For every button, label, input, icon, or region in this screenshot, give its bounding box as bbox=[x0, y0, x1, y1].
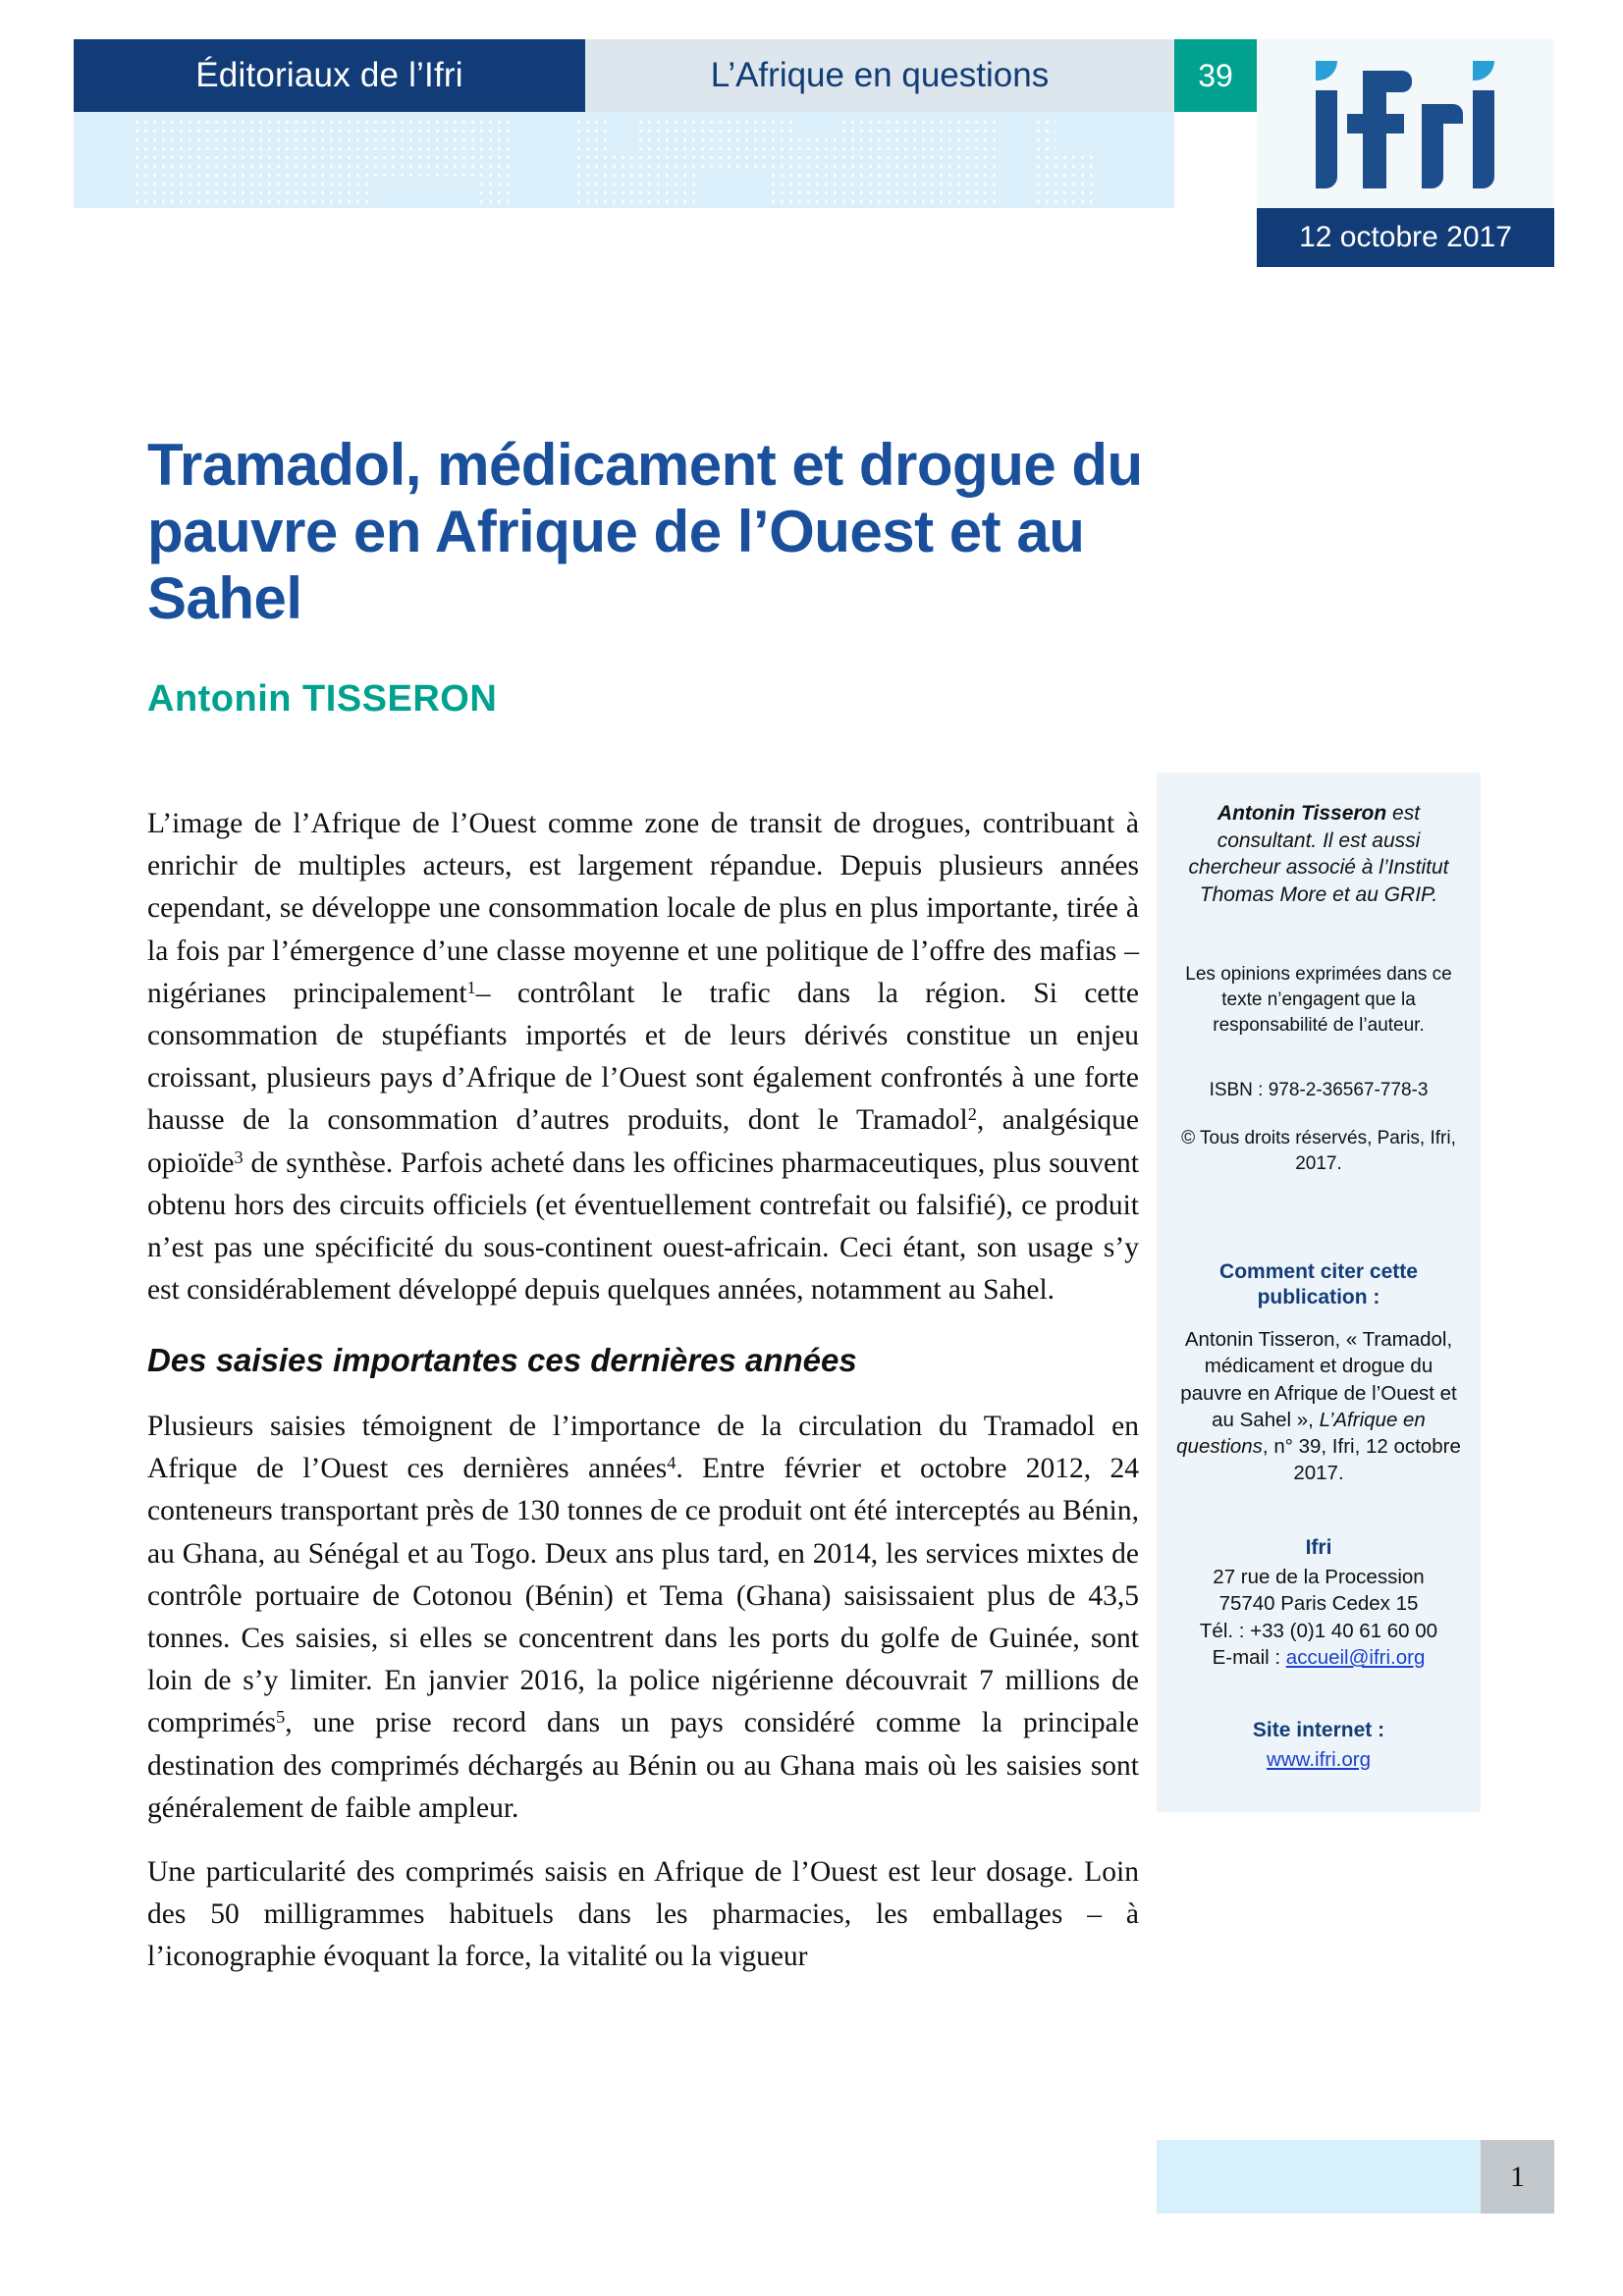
author-bio-rest: est consultant. Il est aussi chercheur associé à l’Institut Thomas More et au GRIP. bbox=[1188, 802, 1449, 907]
ifri-logo bbox=[1316, 61, 1502, 188]
disclaimer-text: Les opinions exprimées dans ce texte n’engagent que la responsabilité de l’auteur. bbox=[1185, 963, 1452, 1036]
footnote-ref-4: 4 bbox=[667, 1453, 676, 1473]
map-blob bbox=[795, 112, 840, 133]
publication-date: 12 octobre 2017 bbox=[1257, 208, 1554, 267]
citation-seg: Antonin Tisseron, « Tramadol, médicament et drogue du pauvre en Afrique de l’Ouest et au Sahel », bbox=[1180, 1328, 1457, 1431]
para-seg: , analgésique opioïde bbox=[147, 1104, 1140, 1179]
email-link[interactable]: accueil@ifri.org bbox=[1285, 1646, 1426, 1670]
map-blob bbox=[609, 112, 638, 151]
paragraph-seizures bbox=[147, 1406, 1139, 1830]
paragraph-dosage: Une particularité des comprimés saisis en Afrique de l’Ouest est leur dosage. Loin des 50 milligrammes habituels dans les pharmacies, les emballages – à l’iconographie évoquant la force, la vitalité ou la vigueur bbox=[147, 1856, 1139, 1973]
citation-series: L’Afrique en questions bbox=[1176, 1408, 1426, 1459]
organization-name: Ifri bbox=[1305, 1535, 1332, 1559]
website-heading: Site internet : bbox=[1252, 1718, 1385, 1741]
copyright-text: © Tous droits réservés, Paris, Ifri, 2017. bbox=[1181, 1128, 1456, 1175]
author-name: Antonin TISSERON bbox=[147, 678, 498, 721]
para-seg: . Entre février et octobre 2012, 24 conteneurs transportant près de 130 tonnes de ce produit ont été interceptés au Bénin, au Ghana, au Sénégal et au Togo. Deux ans plus tard, en 2014, les services mixtes de contrôle portuaire de Cotonou (Bénin) et Tema (Ghana) saisissaient plus de 43,5 tonnes. Ces saisies, si elles se concentrent dans les ports du golfe de Guinée, sont loin de s’y limiter. En janvier 2016, la police nigérienne découvrait 7 millions de comprimés bbox=[147, 1453, 1140, 1739]
address-phone: Tél. : +33 (0)1 40 61 60 00 bbox=[1199, 1619, 1438, 1642]
footnote-ref-5: 5 bbox=[276, 1707, 286, 1728]
author-bio bbox=[1176, 800, 1461, 909]
map-blob bbox=[515, 112, 574, 208]
page-title: Tramadol, médicament et drogue du pauvre en Afrique de l’Ouest et au Sahel bbox=[147, 432, 1143, 631]
map-blob bbox=[74, 112, 133, 208]
logo-arm-f bbox=[1363, 71, 1412, 92]
map-blob bbox=[1095, 112, 1174, 208]
citation-text bbox=[1172, 1326, 1465, 1487]
footer-bar bbox=[1157, 2140, 1481, 2214]
citation-seg: , n° 39, Ifri, 12 octobre 2017. bbox=[1262, 1435, 1461, 1485]
section-heading: Des saisies importantes ces dernières années bbox=[147, 1342, 857, 1379]
logo-crossbar-f bbox=[1347, 114, 1404, 133]
map-blob bbox=[997, 112, 1036, 208]
organization-address bbox=[1172, 1564, 1465, 1672]
email-label: E-mail : bbox=[1212, 1646, 1286, 1670]
map-blob bbox=[368, 181, 476, 208]
footnote-ref-3: 3 bbox=[234, 1147, 243, 1167]
sidebar bbox=[1157, 773, 1481, 1812]
author-bio-name: Antonin Tisseron bbox=[1217, 802, 1387, 825]
address-street: 27 rue de la Procession bbox=[1213, 1565, 1425, 1588]
para-seg: de synthèse. Parfois acheté dans les officines pharmaceutiques, plus souvent obtenu hors des circuits officiels (et éventuellement contrefait ou falsifié), ce produit n’est pas une spécificité du sous-continent ouest-africain. Ceci étant, son usage s’y est considérablement développé depuis quelques années, notamment au Sahel. bbox=[147, 1147, 1139, 1307]
para-seg: – contrôlant le trafic dans la région. Si cette consommation de stupéfiants importés et de leurs dérivés constitue un enjeu croissant, plusieurs pays d’Afrique de l’Ouest sont également confrontés à une forte hausse de la consommation d’autres produits, dont le Tramadol bbox=[147, 977, 1139, 1137]
logo-stem-i1 bbox=[1316, 90, 1337, 188]
logo-area bbox=[1257, 39, 1554, 208]
logo-dot-i2 bbox=[1473, 61, 1494, 80]
world-map-banner bbox=[74, 112, 1174, 208]
para-seg: , une prise record dans un pays considéré comme la principale destination des comprimés déchargés au Bénin ou au Ghana mais où les saisies sont généralement de faible ampleur. bbox=[147, 1707, 1139, 1824]
main-content bbox=[147, 803, 1139, 2001]
page-header bbox=[74, 39, 1554, 267]
logo-arm-r bbox=[1422, 104, 1463, 124]
address-email-line bbox=[1172, 1644, 1465, 1671]
footnote-ref-2: 2 bbox=[967, 1104, 977, 1125]
logo-dot-i1 bbox=[1316, 61, 1337, 80]
page-number: 1 bbox=[1481, 2140, 1554, 2214]
issue-number-badge: 39 bbox=[1174, 39, 1257, 112]
para-seg: L’image de l’Afrique de l’Ouest comme zone de transit de drogues, contribuant à enrichir de multiples acteurs, est largement répandue. Depuis plusieurs années cependant, se développe une consommation locale de plus en plus importante, tirée à la fois par l’émergence d’une classe moyenne et une politique de l’offre des mafias – nigérianes principalement bbox=[147, 808, 1139, 1009]
header-collection-tab: L’Afrique en questions bbox=[585, 39, 1174, 112]
website-link[interactable]: www.ifri.org bbox=[1267, 1747, 1371, 1771]
para-seg: Plusieurs saisies témoignent de l’importance de la circulation du Tramadol en Afrique de l’Ouest ces dernières années bbox=[147, 1411, 1139, 1485]
website-line bbox=[1172, 1746, 1465, 1773]
title-block bbox=[147, 432, 1227, 721]
address-city: 75740 Paris Cedex 15 bbox=[1218, 1592, 1419, 1616]
footnote-ref-1: 1 bbox=[466, 978, 476, 998]
isbn-text: ISBN : 978-2-36567-778-3 bbox=[1209, 1079, 1429, 1100]
map-blob bbox=[702, 173, 771, 208]
citation-heading: Comment citer cette publication : bbox=[1219, 1259, 1418, 1308]
paragraph-intro bbox=[147, 803, 1139, 1311]
header-series-tab: Éditoriaux de l’Ifri bbox=[74, 39, 585, 112]
logo-stem-i2 bbox=[1473, 90, 1494, 188]
